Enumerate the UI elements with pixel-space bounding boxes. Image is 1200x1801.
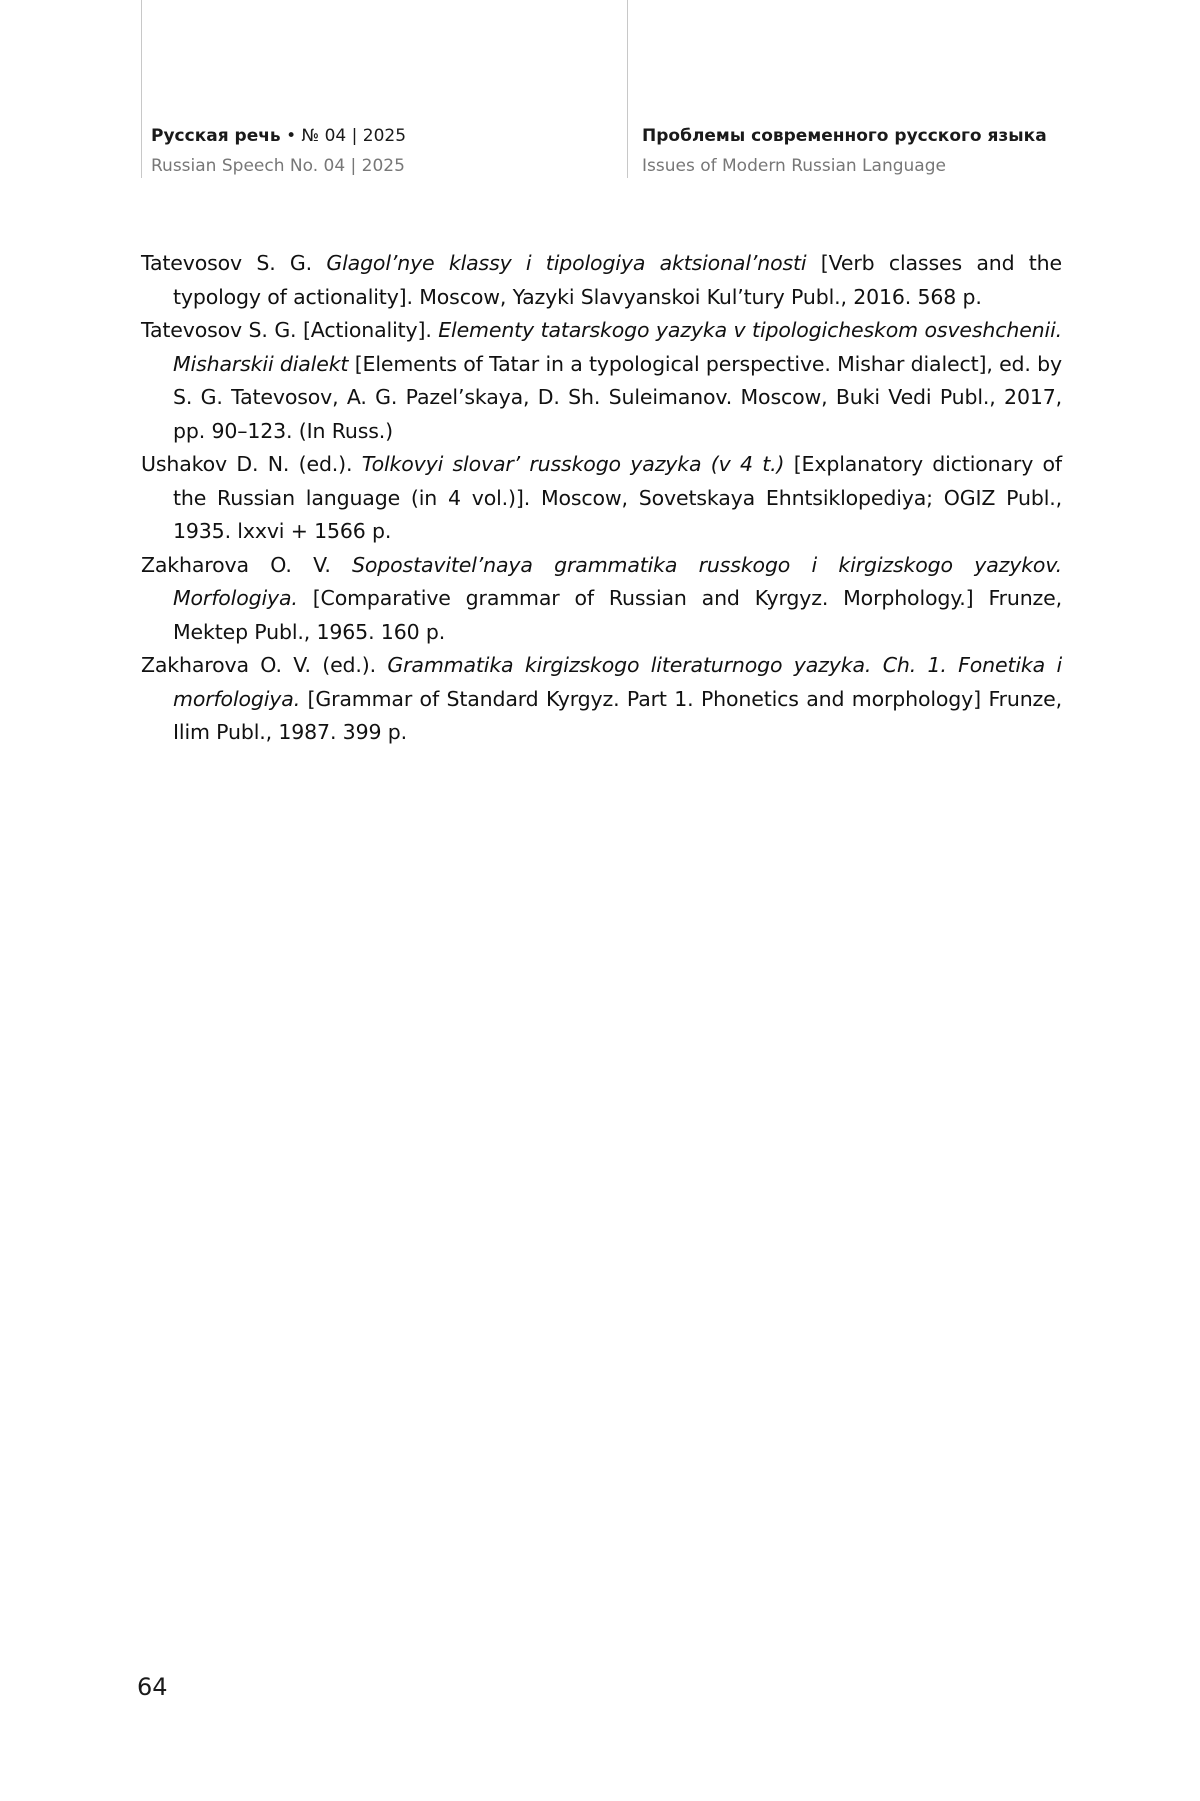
reference-lead: Zakharova O. V.	[141, 552, 353, 577]
header-left-divider	[141, 0, 142, 178]
journal-name-ru: Русская речь	[151, 126, 281, 146]
journal-title-en: Russian Speech No. 04 | 2025	[151, 156, 405, 176]
reference-title: Grammatika kirgizskogo literaturnogo yazyka. Ch. 1. Fonetika i morfologiya.	[173, 653, 1063, 711]
page-number: 64	[137, 1673, 168, 1701]
reference-tail: [Comparative grammar of Russian and Kyrgyz. Morphology.] Frunze, Mektep Publ., 1965. 160 p.	[173, 586, 1062, 644]
reference-item	[141, 549, 1062, 650]
reference-title: Elementy tatarskogo yazyka v tipologicheskom osveshchenii. Misharskii dialekt	[173, 318, 1062, 376]
section-title-en: Issues of Modern Russian Language	[642, 156, 946, 176]
reference-lead: Tatevosov S. G. [Actionality].	[141, 318, 439, 342]
reference-title: Tolkovyi slovar’ russkogo yazyka (v 4 t.)	[361, 452, 785, 476]
reference-title: Sopostavitel’naya grammatika russkogo i kirgizskogo yazykov. Morfologiya.	[173, 552, 1062, 610]
reference-item	[141, 247, 1062, 314]
reference-tail: [Elements of Tatar in a typological perspective. Mishar dialect], ed. by S. G. Tatevosov, A. G. Pazel’skaya, D. Sh. Suleimanov. Moscow, Buki Vedi Publ., 2017, pp. 90–123. (In Russ.)	[173, 351, 1062, 443]
reference-item	[141, 448, 1062, 549]
issue-number-ru: № 04 | 2025	[301, 126, 407, 146]
reference-lead: Tatevosov S. G.	[141, 251, 327, 275]
reference-list	[141, 247, 1062, 750]
reference-tail: [Grammar of Standard Kyrgyz. Part 1. Phonetics and morphology] Frunze, Ilim Publ., 1987. 399 p.	[173, 686, 1062, 744]
reference-lead: Ushakov D. N. (ed.).	[141, 452, 362, 476]
reference-item	[141, 314, 1062, 448]
reference-title: Glagol’nye klassy i tipologiya aktsional’nosti	[326, 251, 807, 275]
header-right-divider	[627, 0, 628, 178]
journal-title-ru	[151, 124, 406, 148]
header-left	[151, 124, 406, 178]
reference-lead: Zakharova O. V. (ed.).	[141, 653, 388, 677]
reference-tail: [Explanatory dictionary of the Russian language (in 4 vol.)]. Moscow, Sovetskaya Ehntsiklopediya; OGIZ Publ., 1935. lxxvi + 1566 p.	[173, 452, 1063, 543]
header-right	[642, 124, 1047, 178]
reference-item	[141, 649, 1062, 750]
header-bullet: •	[286, 126, 297, 146]
reference-tail: [Verb classes and the typology of actionality]. Moscow, Yazyki Slavyanskoi Kul’tury Publ., 2016. 568 p.	[173, 251, 1062, 309]
section-title-ru: Проблемы современного русского языка	[642, 126, 1047, 146]
